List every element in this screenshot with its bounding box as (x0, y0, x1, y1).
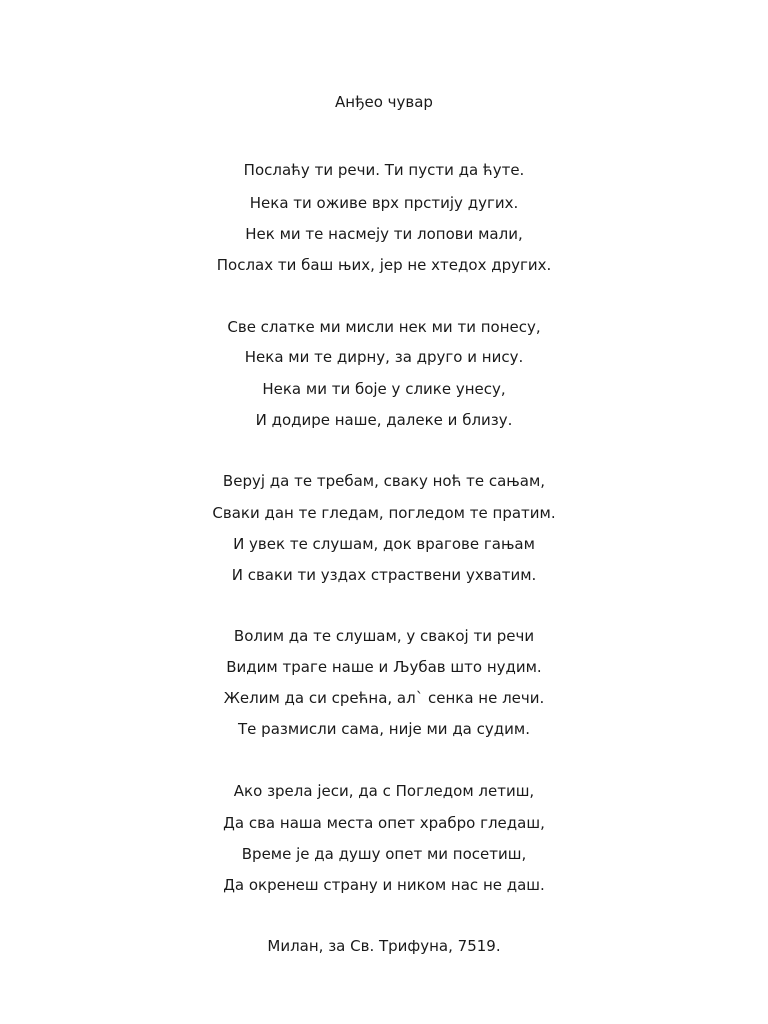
verse-line: И сваки ти уздах страствени ухватим. (231, 566, 537, 584)
verse-line: Веруј да те требам, сваку ноћ те сањам, (222, 472, 546, 490)
verse-line: Ако зрела јеси, да с Погледом летиш, (233, 782, 535, 800)
verse-line: И увек те слушам, док врагове гањам (233, 535, 535, 553)
verse-line: Све слатке ми мисли нек ми ти понесу, (227, 318, 541, 336)
verse-line: Те размисли сама, није ми да судим. (238, 720, 530, 738)
verse-line: Сваки дан те гледам, погледом те пратим. (212, 504, 556, 522)
verse-line: И додире наше, далеке и близу. (255, 411, 513, 429)
verse-line: Желим да си срећна, ал` сенка не лечи. (223, 689, 545, 707)
verse-line: Нека ми ти боје у слике унесу, (262, 380, 506, 398)
verse-line: Нека ми те дирну, за друго и нису. (244, 348, 524, 366)
verse-line: Волим да те слушам, у свакој ти речи (233, 627, 535, 645)
verse-line: Да сва наша места опет храбро гледаш, (223, 814, 545, 832)
signature: Милан, за Св. Трифуна, 7519. (267, 937, 501, 955)
verse-line: Да окренеш страну и ником нас не даш. (223, 876, 545, 894)
verse-line: Послах ти баш њих, јер не хтедох других. (216, 256, 552, 274)
poem-title: Анђео чувар (335, 93, 433, 111)
verse-line: Време је да душу опет ми посетиш, (241, 845, 527, 863)
verse-line: Послаћу ти речи. Ти пусти да ћуте. (243, 161, 525, 179)
verse-line: Видим траге наше и Љубав што нудим. (226, 658, 542, 676)
verse-line: Нека ти оживе врх прстију дугих. (249, 194, 519, 212)
verse-line: Нек ми те насмеју ти лопови мали, (245, 225, 523, 243)
